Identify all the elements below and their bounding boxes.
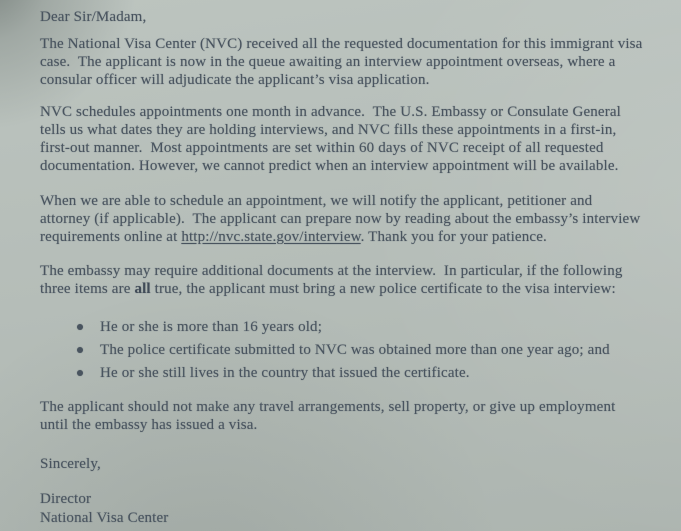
interview-url-link: http://nvc.state.gov/interview (181, 229, 361, 245)
text-line: consular officer will adjudicate the applicant’s visa application. (40, 72, 430, 88)
text-segment: requirements online at (40, 229, 182, 245)
text-line: first-out manner. Most appointments are set within 60 days of NVC receipt of all requested (40, 140, 604, 156)
bullet-text: He or she is more than 16 years old; (100, 319, 323, 335)
text-line: documentation. However, we cannot predict when an interview appointment will be available. (40, 158, 619, 174)
text-line: When we are able to schedule an appointment, we will notify the applicant, petitioner and (40, 193, 593, 209)
text-line: The embassy may require additional documents at the interview. In particular, if the following (40, 263, 623, 279)
paragraph-scheduling (40, 103, 673, 175)
text-segment: three items are (40, 281, 135, 297)
paragraph-nvc-received (40, 35, 673, 89)
bullet-icon (77, 347, 83, 353)
paragraph-notification (40, 192, 673, 246)
bullet-icon (77, 370, 83, 376)
bullet-item (40, 318, 673, 336)
text-segment: . Thank you for your patience. (360, 229, 547, 245)
signature-org: National Visa Center (40, 510, 169, 526)
text-line: NVC schedules appointments one month in advance. The U.S. Embassy or Consulate General (40, 104, 621, 120)
letter-body (40, 8, 673, 528)
signature-block (40, 490, 673, 528)
text-segment: true, the applicant must bring a new police certificate to the visa interview: (150, 281, 616, 297)
text-line: case. The applicant is now in the queue awaiting an interview appointment overseas, where a (40, 54, 616, 70)
salutation: Dear Sir/Madam, (40, 9, 147, 25)
text-line-with-bold (40, 280, 673, 298)
bold-emphasis: all (134, 281, 151, 297)
signature-title: Director (40, 491, 92, 507)
text-line: tells us what dates they are holding interviews, and NVC fills these appointments in a first-in, (40, 122, 617, 138)
text-line: attorney (if applicable). The applicant can prepare now by reading about the embassy’s interview (40, 211, 641, 227)
bullet-icon (77, 324, 83, 330)
bullet-list (40, 318, 673, 382)
bullet-text: He or she still lives in the country that issued the certificate. (100, 365, 470, 381)
bullet-item (40, 341, 673, 359)
closing: Sincerely, (40, 456, 101, 472)
paragraph-police-certificate (40, 262, 673, 298)
bullet-text: The police certificate submitted to NVC was obtained more than one year ago; and (100, 342, 610, 358)
text-line: The applicant should not make any travel arrangements, sell property, or give up employment (40, 399, 616, 415)
paragraph-travel-warning (40, 398, 673, 434)
text-line: The National Visa Center (NVC) received all the requested documentation for this immigrant visa (40, 36, 643, 52)
text-line-with-link (40, 228, 673, 246)
text-line: until the embassy has issued a visa. (40, 417, 258, 433)
bullet-item (40, 364, 673, 382)
